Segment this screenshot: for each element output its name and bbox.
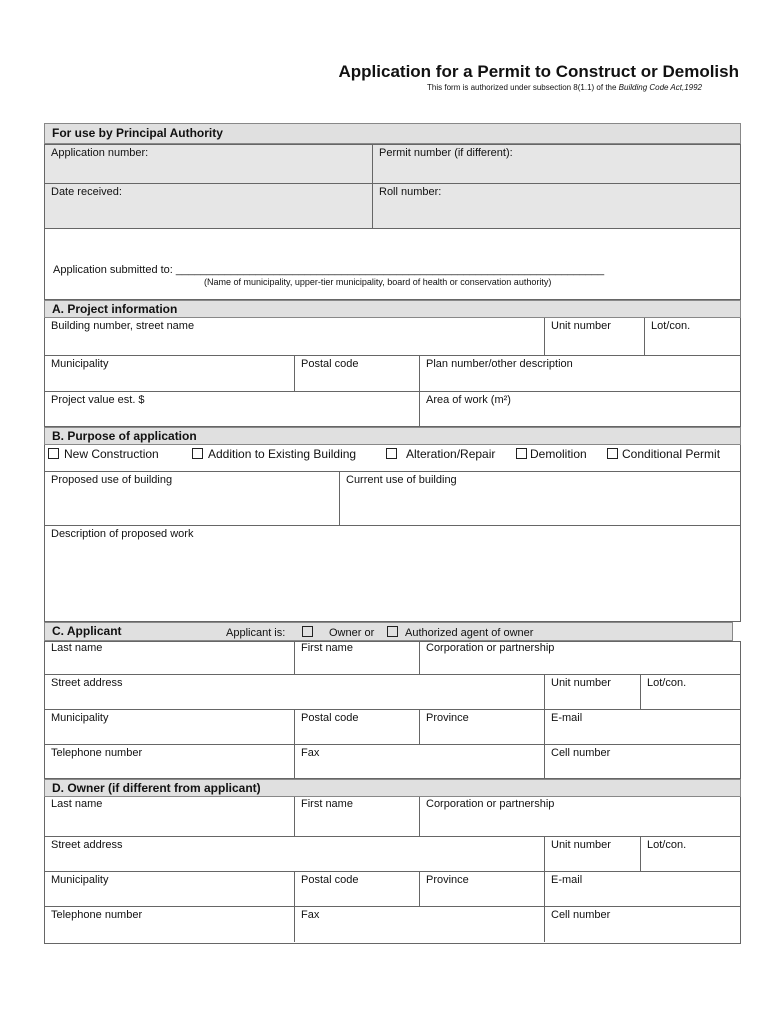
plan-number-field[interactable]: Plan number/other description [420, 356, 740, 392]
submitted-to-field[interactable]: Application submitted to: ______________________________________________________________________ [53, 264, 605, 276]
checkbox-icon[interactable] [516, 448, 527, 459]
section-c-fields [44, 641, 741, 779]
subtitle-prefix: This form is authorized under subsection 8(1.1) of the [427, 83, 619, 92]
d-telephone-field[interactable]: Telephone number [45, 907, 295, 942]
agent-label: Authorized agent of owner [405, 627, 534, 639]
checkbox-icon[interactable] [192, 448, 203, 459]
subtitle-act: Building Code Act,1992 [618, 83, 702, 92]
current-use-field[interactable]: Current use of building [340, 472, 740, 526]
checkbox-icon[interactable] [387, 626, 398, 637]
c-street-address-field[interactable]: Street address [45, 675, 545, 710]
owner-or-label: Owner or [329, 627, 375, 639]
option-label: Demolition [530, 447, 587, 461]
option-addition[interactable] [192, 447, 356, 461]
authority-fields [44, 144, 741, 229]
page-subtitle [0, 83, 702, 92]
section-b-fields [44, 471, 741, 622]
c-fax-field[interactable]: Fax [295, 745, 545, 778]
postal-code-field[interactable]: Postal code [295, 356, 420, 392]
municipality-field[interactable]: Municipality [45, 356, 295, 392]
unit-number-field[interactable]: Unit number [545, 318, 645, 356]
c-first-name-field[interactable]: First name [295, 642, 420, 675]
section-a-heading: A. Project information [44, 300, 741, 318]
authority-heading: For use by Principal Authority [44, 123, 741, 144]
option-agent[interactable] [387, 626, 533, 639]
c-last-name-field[interactable]: Last name [45, 642, 295, 675]
option-new-construction[interactable] [48, 447, 159, 461]
d-email-field[interactable]: E-mail [545, 872, 740, 907]
section-c-title: C. Applicant [52, 624, 122, 638]
option-alteration[interactable] [386, 447, 495, 461]
description-field[interactable]: Description of proposed work [51, 528, 194, 540]
c-corporation-field[interactable]: Corporation or partnership [420, 642, 740, 675]
d-lot-con-field[interactable]: Lot/con. [641, 837, 740, 872]
option-label: Alteration/Repair [406, 447, 496, 461]
d-corporation-field[interactable]: Corporation or partnership [420, 797, 740, 837]
c-email-field[interactable]: E-mail [545, 710, 740, 745]
d-first-name-field[interactable]: First name [295, 797, 420, 837]
proposed-use-field[interactable]: Proposed use of building [45, 472, 340, 526]
d-cell-field[interactable]: Cell number [551, 909, 611, 921]
c-province-field[interactable]: Province [420, 710, 545, 745]
c-cell-field[interactable]: Cell number [551, 747, 611, 759]
checkbox-icon[interactable] [302, 626, 313, 637]
section-d-heading: D. Owner (if different from applicant) [44, 779, 741, 797]
option-owner[interactable] [302, 626, 374, 639]
roll-number-field[interactable]: Roll number: [379, 186, 442, 198]
lot-con-field[interactable]: Lot/con. [645, 318, 740, 356]
d-fax-field[interactable]: Fax [295, 907, 545, 942]
permit-number-field[interactable]: Permit number (if different): [373, 145, 740, 184]
option-label: Conditional Permit [622, 447, 721, 461]
c-unit-number-field[interactable]: Unit number [545, 675, 641, 710]
project-value-field[interactable]: Project value est. $ [45, 392, 420, 426]
building-number-field[interactable]: Building number, street name [45, 318, 545, 356]
applicant-is-label: Applicant is: [226, 627, 286, 639]
d-last-name-field[interactable]: Last name [45, 797, 295, 837]
page-title: Application for a Permit to Construct or Demolish [338, 62, 739, 81]
checkbox-icon[interactable] [48, 448, 59, 459]
option-label: Addition to Existing Building [208, 447, 357, 461]
section-b-heading: B. Purpose of application [44, 427, 741, 445]
section-d-fields [44, 797, 741, 944]
purpose-options [44, 445, 741, 471]
date-received-field[interactable]: Date received: [45, 184, 373, 228]
c-telephone-field[interactable]: Telephone number [45, 745, 295, 778]
d-unit-number-field[interactable]: Unit number [545, 837, 641, 872]
checkbox-icon[interactable] [386, 448, 397, 459]
d-postal-code-field[interactable]: Postal code [295, 872, 420, 907]
checkbox-icon[interactable] [607, 448, 618, 459]
d-municipality-field[interactable]: Municipality [45, 872, 295, 907]
c-lot-con-field[interactable]: Lot/con. [641, 675, 740, 710]
d-street-address-field[interactable]: Street address [45, 837, 545, 872]
submitted-to-note: (Name of municipality, upper-tier municipality, board of health or conservation authority) [204, 277, 552, 287]
d-province-field[interactable]: Province [420, 872, 545, 907]
option-demolition[interactable] [516, 447, 587, 461]
submitted-to-box [44, 229, 741, 300]
c-postal-code-field[interactable]: Postal code [295, 710, 420, 745]
application-number-field[interactable]: Application number: [45, 145, 373, 184]
area-of-work-field[interactable]: Area of work (m²) [426, 394, 511, 406]
section-a-fields [44, 318, 741, 427]
c-municipality-field[interactable]: Municipality [45, 710, 295, 745]
option-label: New Construction [64, 447, 159, 461]
option-conditional[interactable] [607, 447, 720, 461]
